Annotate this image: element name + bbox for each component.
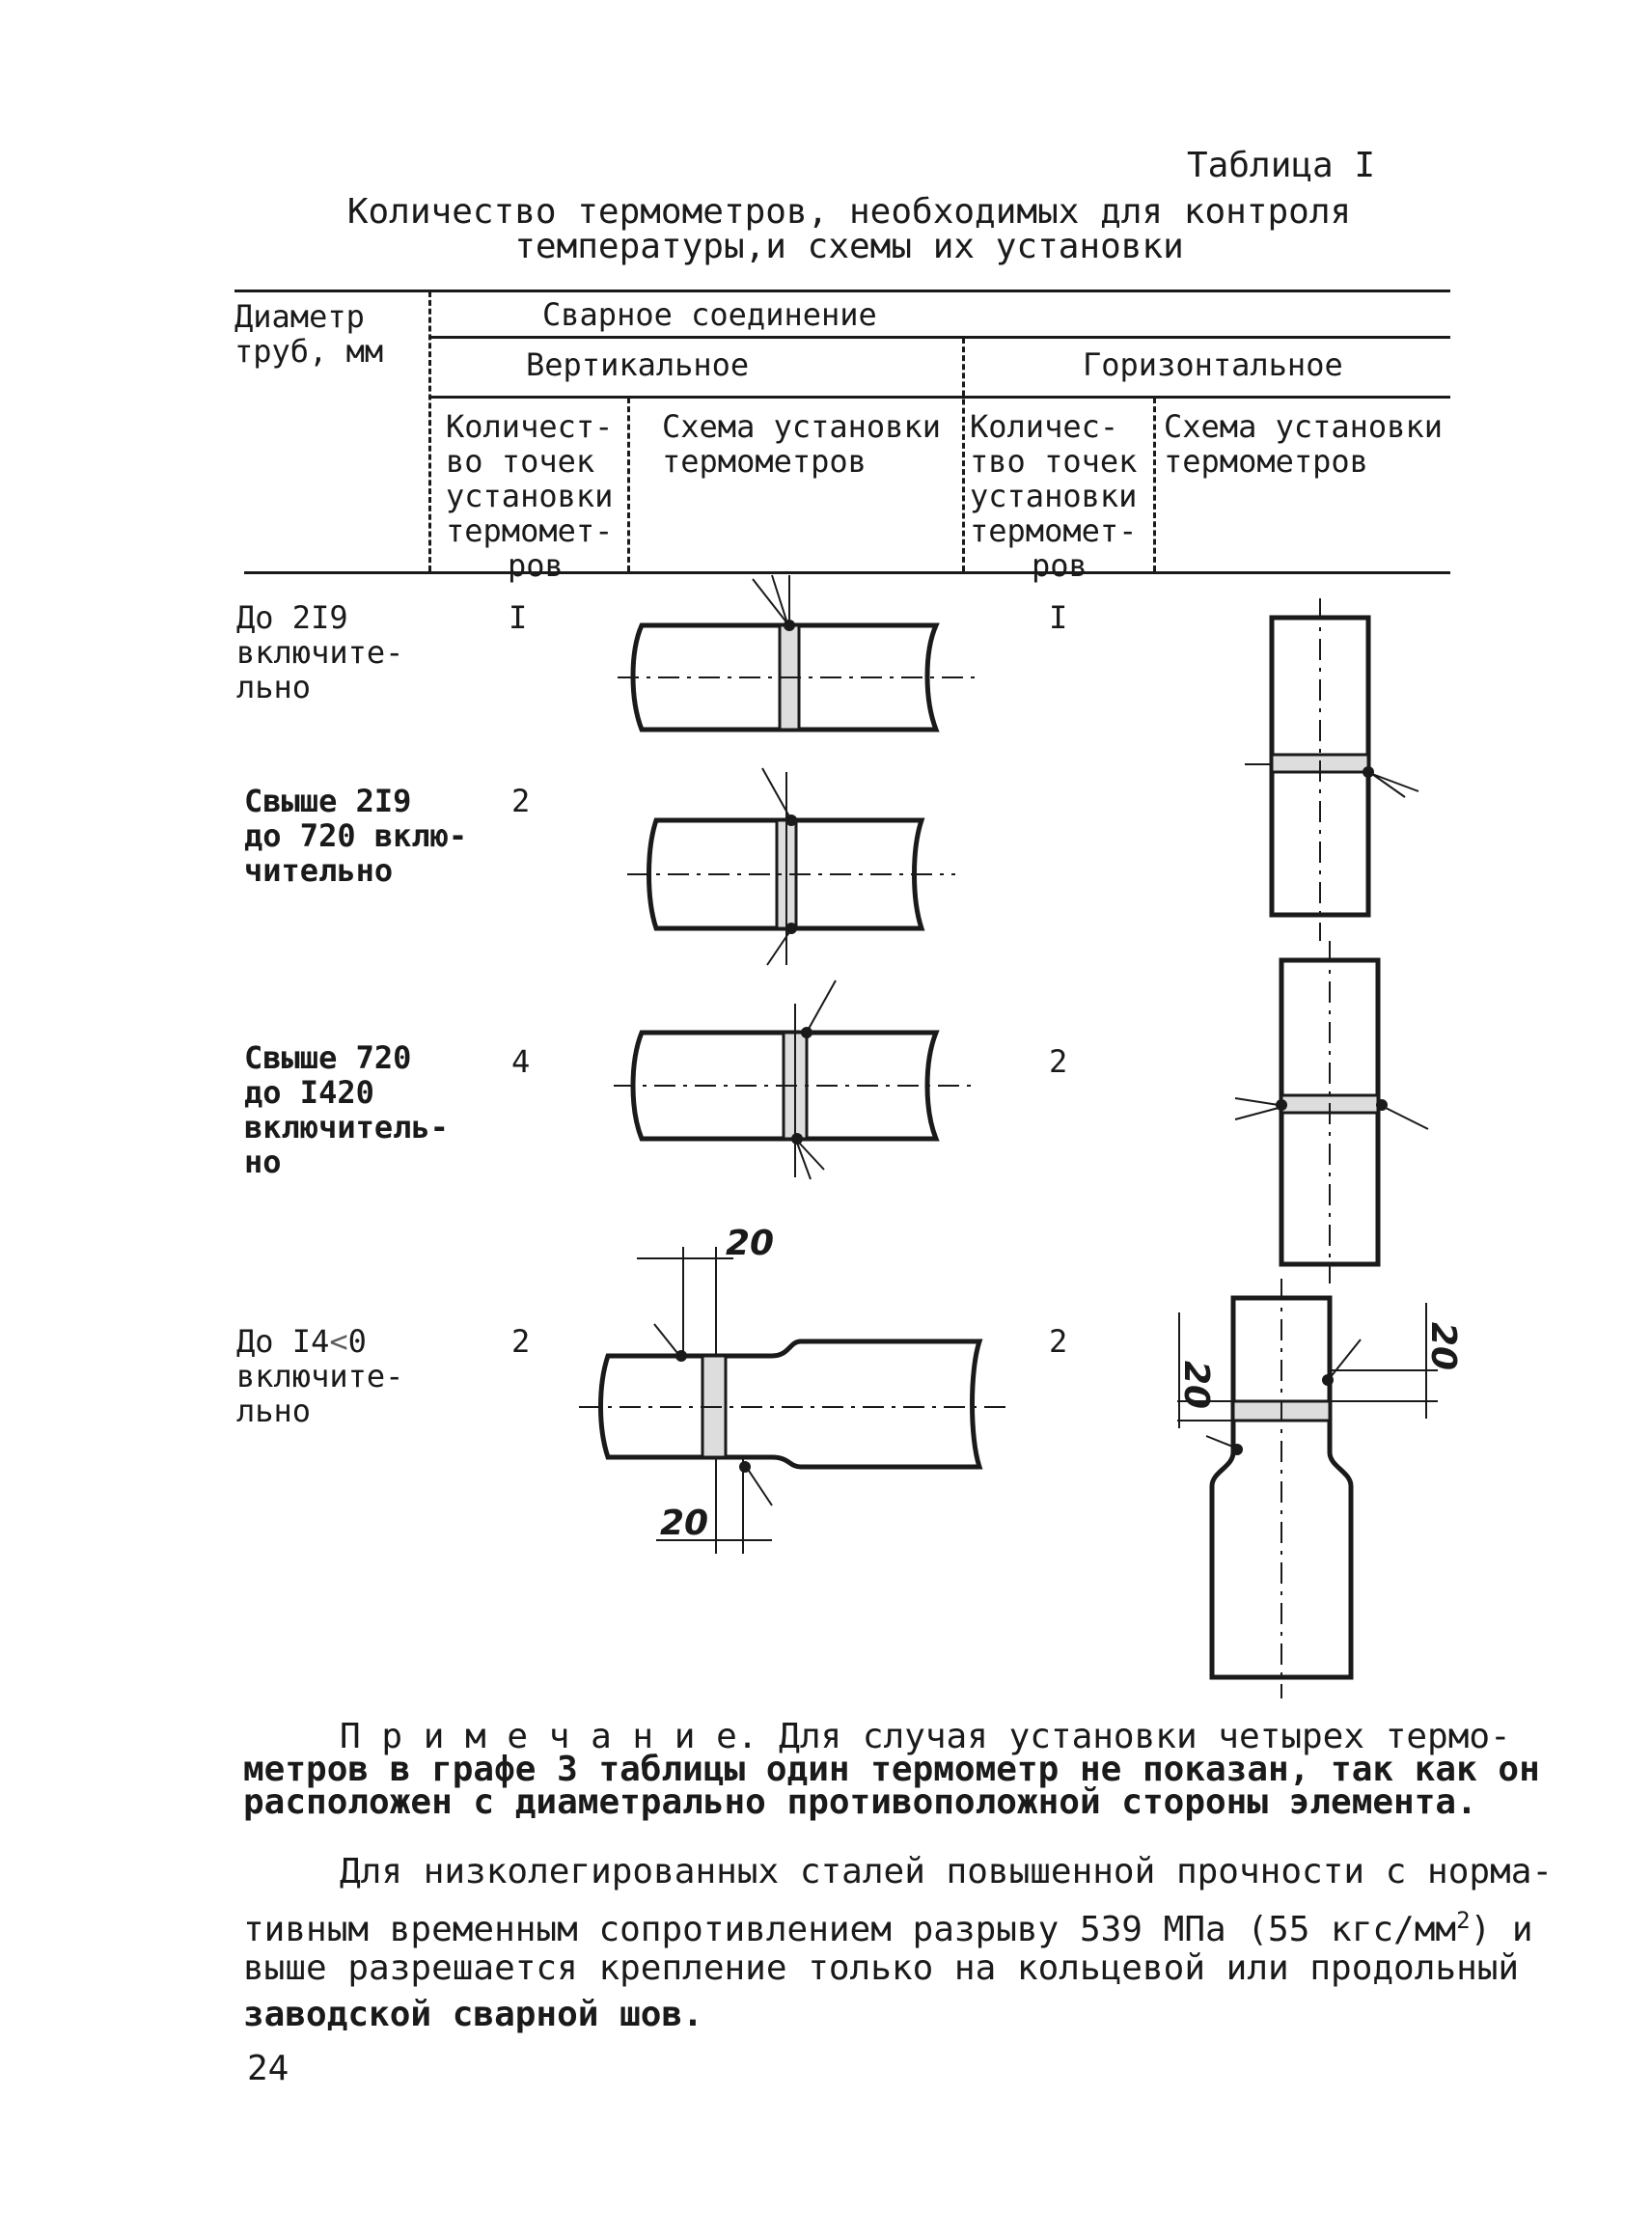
- note-line3: расположен с диаметрально противоположной стороны элемента.: [243, 1782, 1477, 1822]
- row3-diameter: Свыше 720 до I420 включитель- но: [244, 1039, 449, 1180]
- para-line1: Для низколегированных сталей повышенной прочности с норма-: [340, 1852, 1554, 1891]
- dim-20-bottom: 20: [660, 1504, 709, 1543]
- header-scheme-horizontal: Схема установки термометров: [1164, 408, 1443, 480]
- header-count-vertical: Количест- во точек установки термомет- ров: [446, 408, 614, 584]
- note-line2: метров в графе 3 таблицы один термометр не показан, так как он: [243, 1750, 1540, 1789]
- scheme-row1-vertical: [618, 575, 975, 730]
- table-label: Таблица I: [1187, 146, 1376, 185]
- row3-count-horizontal: 2: [1049, 1043, 1068, 1080]
- row3-count-vertical: 4: [511, 1043, 531, 1080]
- scheme-row3-horizontal: [1235, 941, 1428, 1284]
- page-number: 24: [247, 2049, 289, 2088]
- row2-count-vertical: 2: [511, 783, 531, 819]
- row2-diameter: Свыше 2I9 до 720 вклю- чительно: [244, 783, 468, 889]
- dim-20-top: 20: [726, 1224, 775, 1263]
- scheme-row3-vertical: [614, 980, 971, 1179]
- scheme-row1-horizontal: [1245, 598, 1418, 941]
- para-line3: выше разрешается крепление только на кольцевой или продольный: [243, 1948, 1520, 1988]
- header-vertical: Вертикальное: [526, 346, 750, 383]
- note-line1: П р и м е ч а н и е. Для случая установки четырех термо-: [340, 1717, 1511, 1756]
- dim-20-right: 20: [1423, 1322, 1463, 1371]
- header-horizontal: Горизонтальное: [1083, 346, 1343, 383]
- row1-diameter: До 2I9 включите- льно: [236, 599, 404, 705]
- para-line4: заводской сварной шов.: [243, 1995, 703, 2034]
- header-weld: Сварное соединение: [542, 296, 877, 333]
- table-title-line2: температуры,и схемы их установки: [514, 227, 1184, 266]
- header-count-horizontal: Количес- тво точек установки термомет- ров: [970, 408, 1138, 584]
- header-scheme-vertical: Схема установки термометров: [662, 408, 941, 480]
- row1-count-horizontal: I: [1049, 599, 1068, 636]
- table-title-line1: Количество термометров, необходимых для контроля: [346, 192, 1352, 232]
- dim-20-left: 20: [1176, 1361, 1216, 1410]
- para-line2: тивным временным сопротивлением разрыву 539 МПа (55 кгс/$мм^2$) и: [243, 1907, 1533, 1949]
- scheme-row2-vertical: [627, 768, 955, 965]
- row1-count-vertical: I: [509, 599, 528, 636]
- row4-count-vertical: 2: [511, 1323, 531, 1360]
- scheme-row4-horizontal: [1176, 1279, 1463, 1698]
- row4-count-horizontal: 2: [1049, 1323, 1068, 1360]
- header-diameter: Диаметр труб, мм: [234, 298, 384, 370]
- scheme-row4-vertical: [579, 1224, 1008, 1554]
- row4-diameter: До I4<0 включите- льно: [236, 1323, 404, 1429]
